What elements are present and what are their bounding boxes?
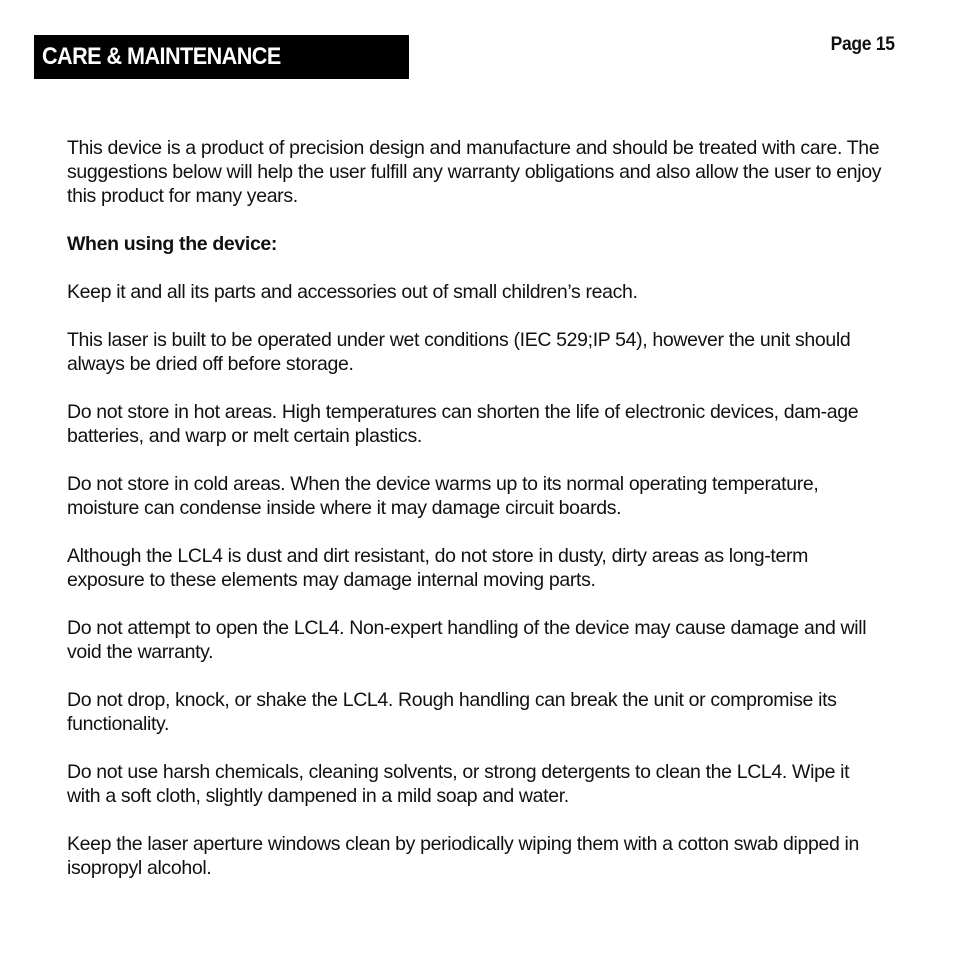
section-title: CARE & MAINTENANCE [42,43,281,70]
paragraph-dust-dirt: Although the LCL4 is dust and dirt resistant, do not store in dusty, dirty areas as long-term exposure to these elements may damage internal moving parts. [67,545,808,591]
paragraph-hot-areas: Do not store in hot areas. High temperatures can shorten the life of electronic devices, dam-age batteries, and warp or melt certain plastics. [67,401,859,447]
paragraph-wet-conditions: This laser is built to be operated under wet conditions (IEC 529;IP 54), however the unit should always be dried off before storage. [67,329,851,375]
document-body [67,136,887,904]
page-number: Page 15 [830,34,895,55]
paragraph-do-not-drop: Do not drop, knock, or shake the LCL4. Rough handling can break the unit or compromise its functionality. [67,689,837,735]
paragraph-cleaning: Do not use harsh chemicals, cleaning solvents, or strong detergents to clean the LCL4. Wipe it with a soft cloth, slightly dampened in a mild soap and water. [67,761,850,807]
paragraph-do-not-open: Do not attempt to open the LCL4. Non-expert handling of the device may cause damage and will void the warranty. [67,617,867,663]
section-header-bar [34,35,409,79]
subheading: When using the device: [67,233,278,255]
paragraph-children-reach: Keep it and all its parts and accessories out of small children’s reach. [67,281,638,303]
paragraph-cold-areas: Do not store in cold areas. When the device warms up to its normal operating temperature, moisture can condense inside where it may damage circuit boards. [67,473,819,519]
intro-paragraph: This device is a product of precision design and manufacture and should be treated with care. The suggestions below will help the user fulfill any warranty obligations and also allow the user to enjoy this product for many years. [67,137,882,207]
paragraph-aperture-windows: Keep the laser aperture windows clean by periodically wiping them with a cotton swab dipped in isopropyl alcohol. [67,833,859,879]
